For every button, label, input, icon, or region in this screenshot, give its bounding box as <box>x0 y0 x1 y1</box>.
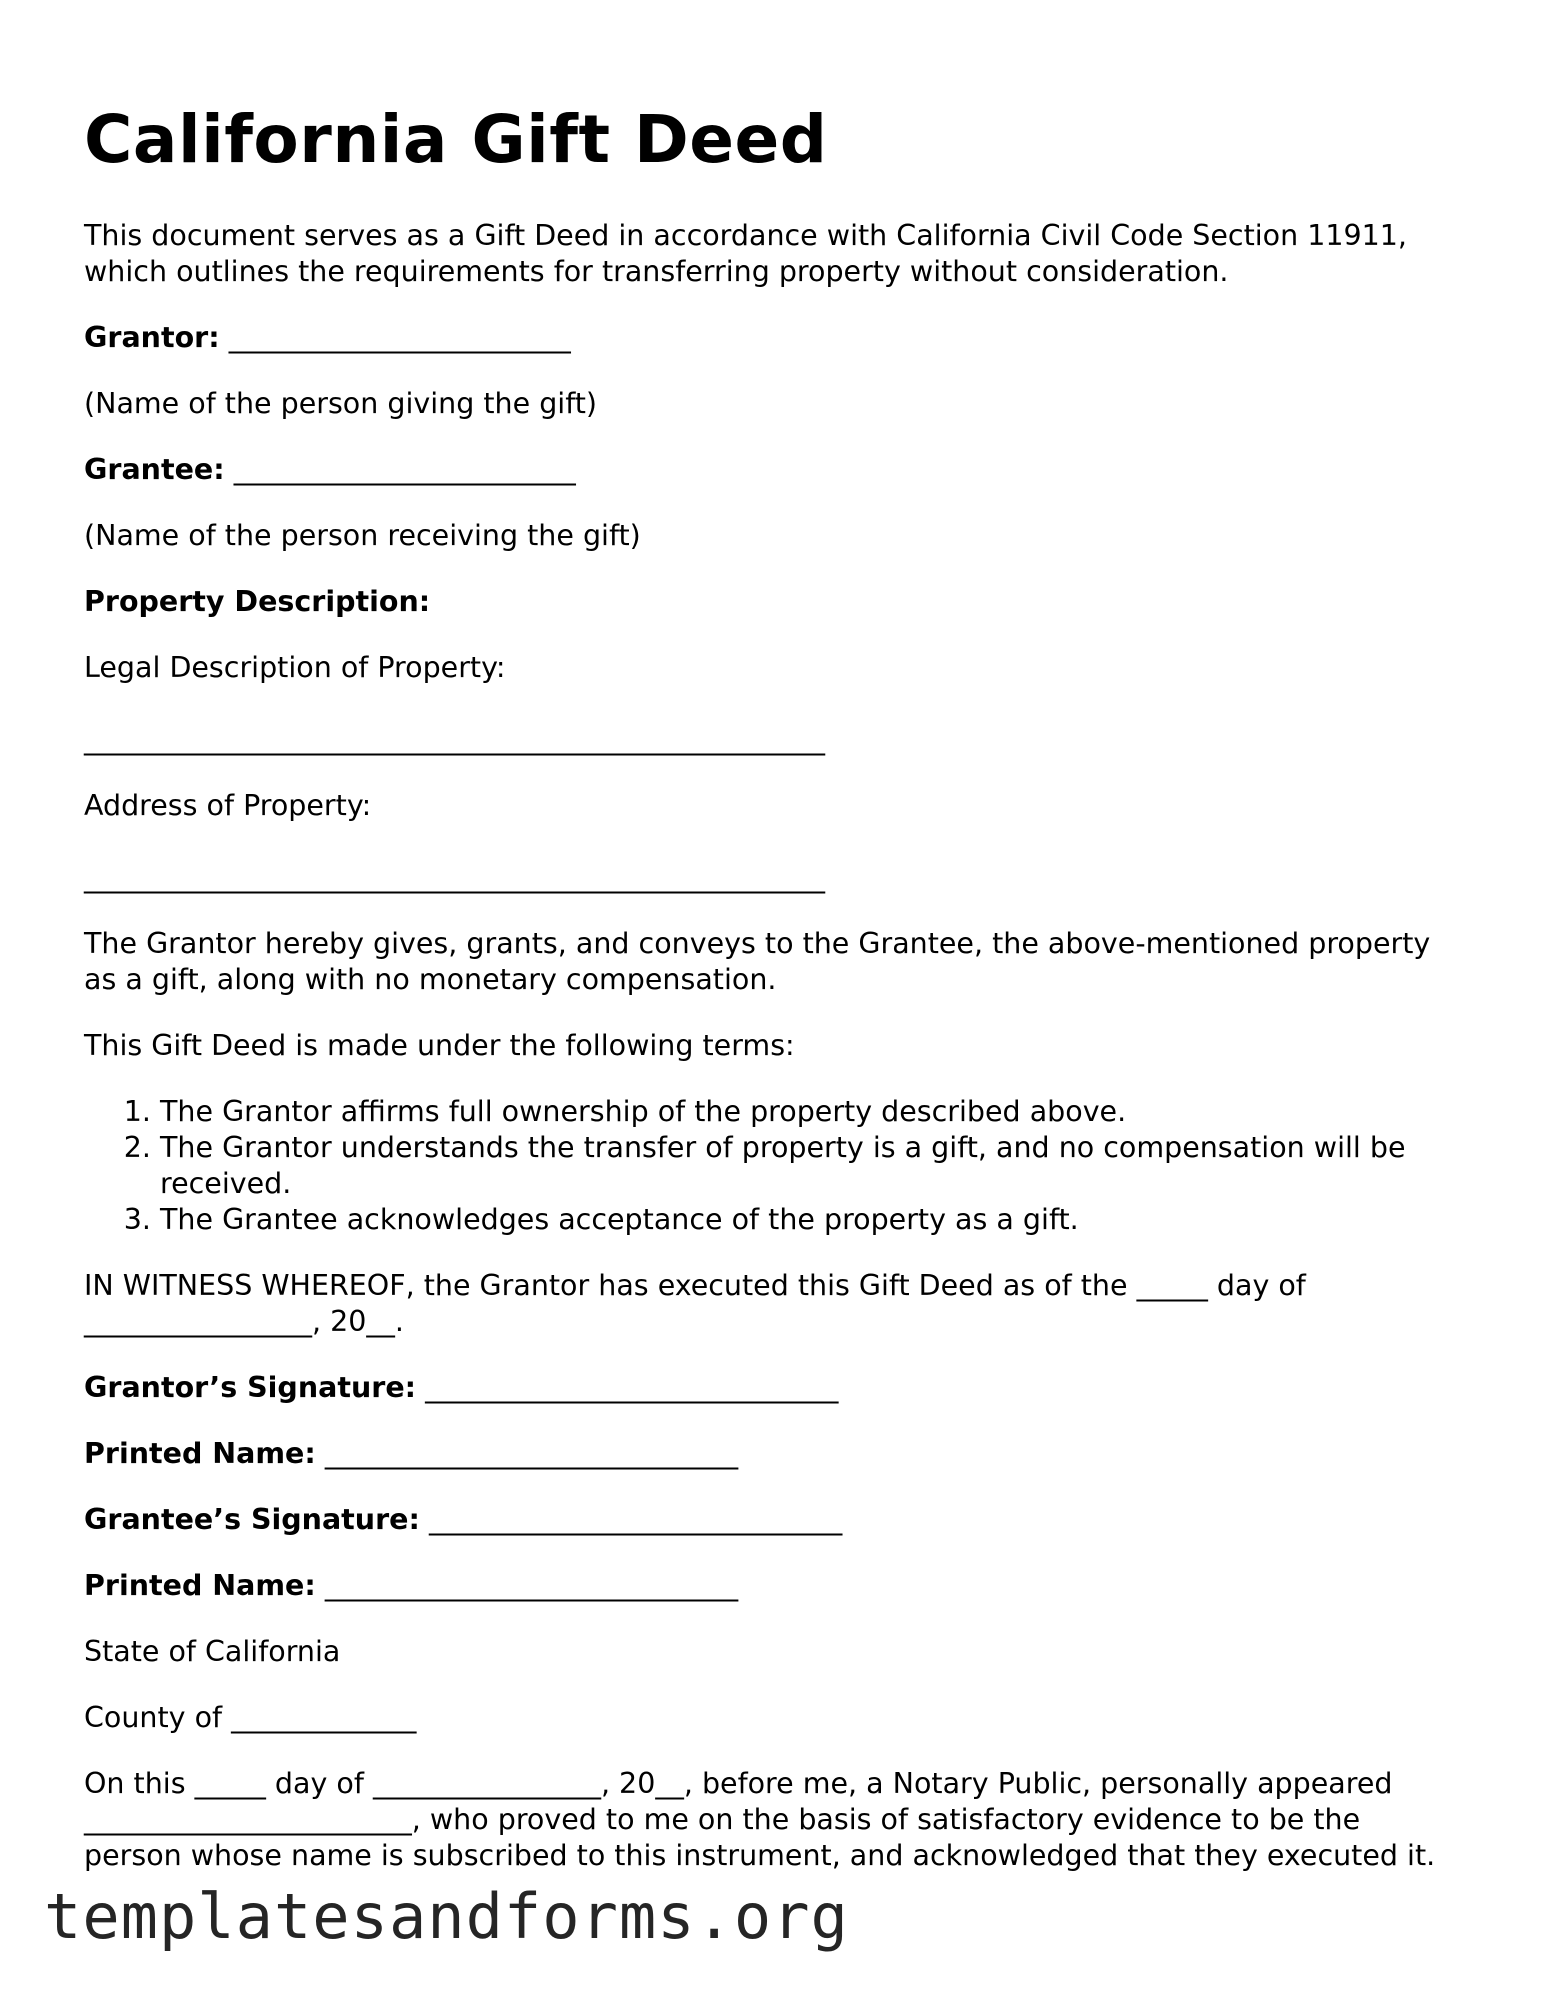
address-blank: ____________________________________________________ <box>84 861 825 894</box>
intro-paragraph: This document serves as a Gift Deed in accordance with California Civil Code Section 11911, which outlines the requirements for transferring property without consideration. <box>84 219 1407 288</box>
grantor-printed-name-label: Printed Name: <box>84 1437 316 1470</box>
witness-paragraph: IN WITNESS WHEREOF, the Grantor has executed this Gift Deed as of the _____ day of ________________, 20__. <box>84 1269 1306 1338</box>
grantor-signature-blank: _____________________________ <box>425 1371 839 1404</box>
grantee-note: (Name of the person receiving the gift) <box>84 519 641 552</box>
conveyance-paragraph: The Grantor hereby gives, grants, and conveys to the Grantee, the above-mentioned property as a gift, along with no monetary compensation. <box>84 927 1431 996</box>
document-page <box>84 100 1464 1904</box>
terms-intro: This Gift Deed is made under the following terms: <box>84 1029 795 1062</box>
grantor-note: (Name of the person giving the gift) <box>84 387 598 420</box>
notary-state: State of California <box>84 1635 341 1668</box>
address-label: Address of Property: <box>84 789 372 822</box>
grantor-printed-name-line <box>84 1436 1464 1472</box>
legal-description-label: Legal Description of Property: <box>84 651 506 684</box>
notary-county-blank: _____________ <box>231 1701 417 1734</box>
notary-county-line <box>84 1700 1464 1736</box>
notary-statement: On this _____ day of ________________, 20__, before me, a Notary Public, personally appeared _______________________, who proved to me on the basis of satisfactory evidence to be the person whose name is subscribed to this instrument, and acknowledged that they executed it. <box>84 1767 1436 1872</box>
grantor-line <box>84 320 1464 356</box>
grantee-signature-blank: _____________________________ <box>428 1503 843 1536</box>
document-title: California Gift Deed <box>84 101 828 178</box>
grantee-line <box>84 452 1464 488</box>
grantee-blank: ________________________ <box>233 453 576 486</box>
grantor-signature-line <box>84 1370 1464 1406</box>
grantee-signature-line <box>84 1502 1464 1538</box>
grantee-printed-name-line <box>84 1568 1464 1604</box>
grantee-printed-name-label: Printed Name: <box>84 1569 316 1602</box>
term-item: 2. The Grantor understands the transfer of property is a gift, and no compensation will be received. <box>160 1130 1464 1202</box>
grantor-signature-label: Grantor’s Signature: <box>84 1371 417 1404</box>
grantee-printed-name-blank: _____________________________ <box>324 1569 739 1602</box>
grantor-label: Grantor: <box>84 321 220 354</box>
terms-list <box>84 1094 1464 1238</box>
watermark-text: templatesandforms.org <box>44 1880 849 1953</box>
grantor-printed-name-blank: _____________________________ <box>324 1437 739 1470</box>
grantee-label: Grantee: <box>84 453 225 486</box>
grantee-signature-label: Grantee’s Signature: <box>84 1503 420 1536</box>
term-item: 3. The Grantee acknowledges acceptance of the property as a gift. <box>160 1202 1464 1238</box>
property-heading: Property Description: <box>84 585 431 618</box>
term-item: 1. The Grantor affirms full ownership of the property described above. <box>160 1094 1464 1130</box>
notary-county-label: County of <box>84 1701 223 1734</box>
grantor-blank: ________________________ <box>228 321 571 354</box>
legal-description-blank: ____________________________________________________ <box>84 723 825 756</box>
